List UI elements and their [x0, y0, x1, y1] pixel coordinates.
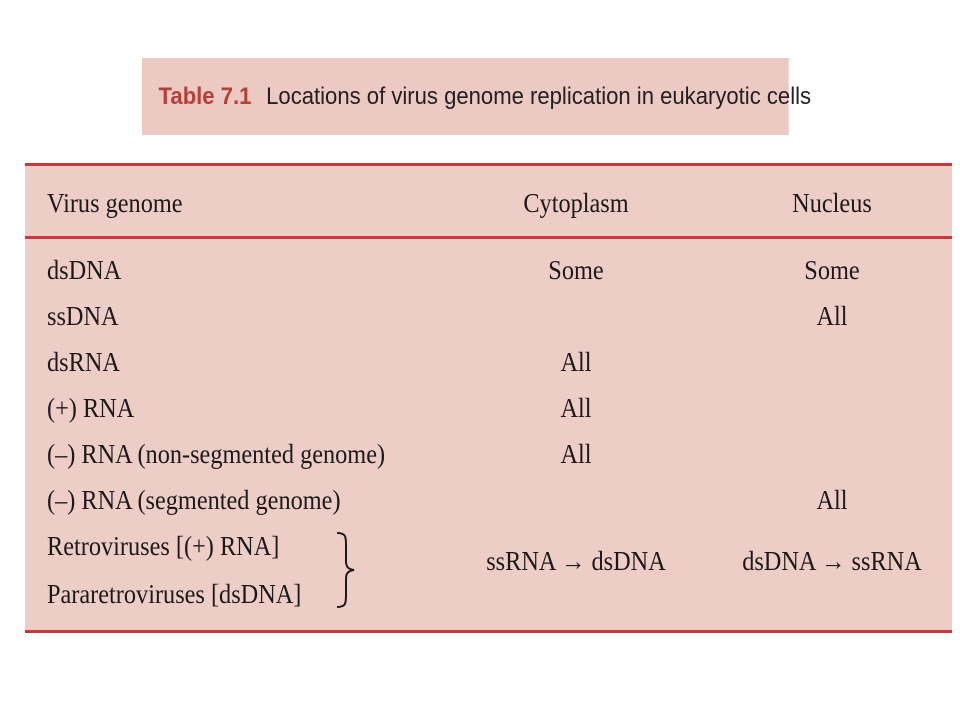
row-nucleus: Some [804, 255, 860, 285]
row-cytoplasm: All [560, 347, 592, 377]
row-genome: (+) RNA [47, 393, 135, 423]
row-cytoplasm: Some [548, 255, 604, 285]
grouped-genome-pararetroviruses: Pararetroviruses [dsDNA] [47, 579, 302, 609]
row-nucleus: All [816, 301, 848, 331]
table-caption [142, 58, 812, 135]
column-header-nucleus: Nucleus [792, 188, 872, 218]
row-genome: ssDNA [47, 301, 119, 331]
grouped-cytoplasm: ssRNA → dsDNA [486, 546, 666, 576]
row-cytoplasm: All [560, 439, 592, 469]
curly-brace-icon [333, 531, 359, 609]
row-genome: (–) RNA (segmented genome) [47, 485, 341, 515]
table-title: Locations of virus genome replication in eukaryotic cells [266, 82, 812, 110]
row-cytoplasm: All [560, 393, 592, 423]
row-nucleus: All [816, 485, 848, 515]
grouped-nucleus: dsDNA → ssRNA [742, 546, 922, 576]
row-genome: dsDNA [47, 255, 122, 285]
replication-table [25, 163, 952, 633]
grouped-genome-retroviruses: Retroviruses [(+) RNA] [47, 531, 280, 561]
row-genome: dsRNA [47, 347, 120, 377]
row-genome: (–) RNA (non-segmented genome) [47, 439, 386, 469]
column-header-genome: Virus genome [47, 188, 183, 218]
table-label: Table 7.1 [158, 82, 252, 110]
header-divider [25, 236, 952, 239]
column-header-cytoplasm: Cytoplasm [523, 188, 629, 218]
